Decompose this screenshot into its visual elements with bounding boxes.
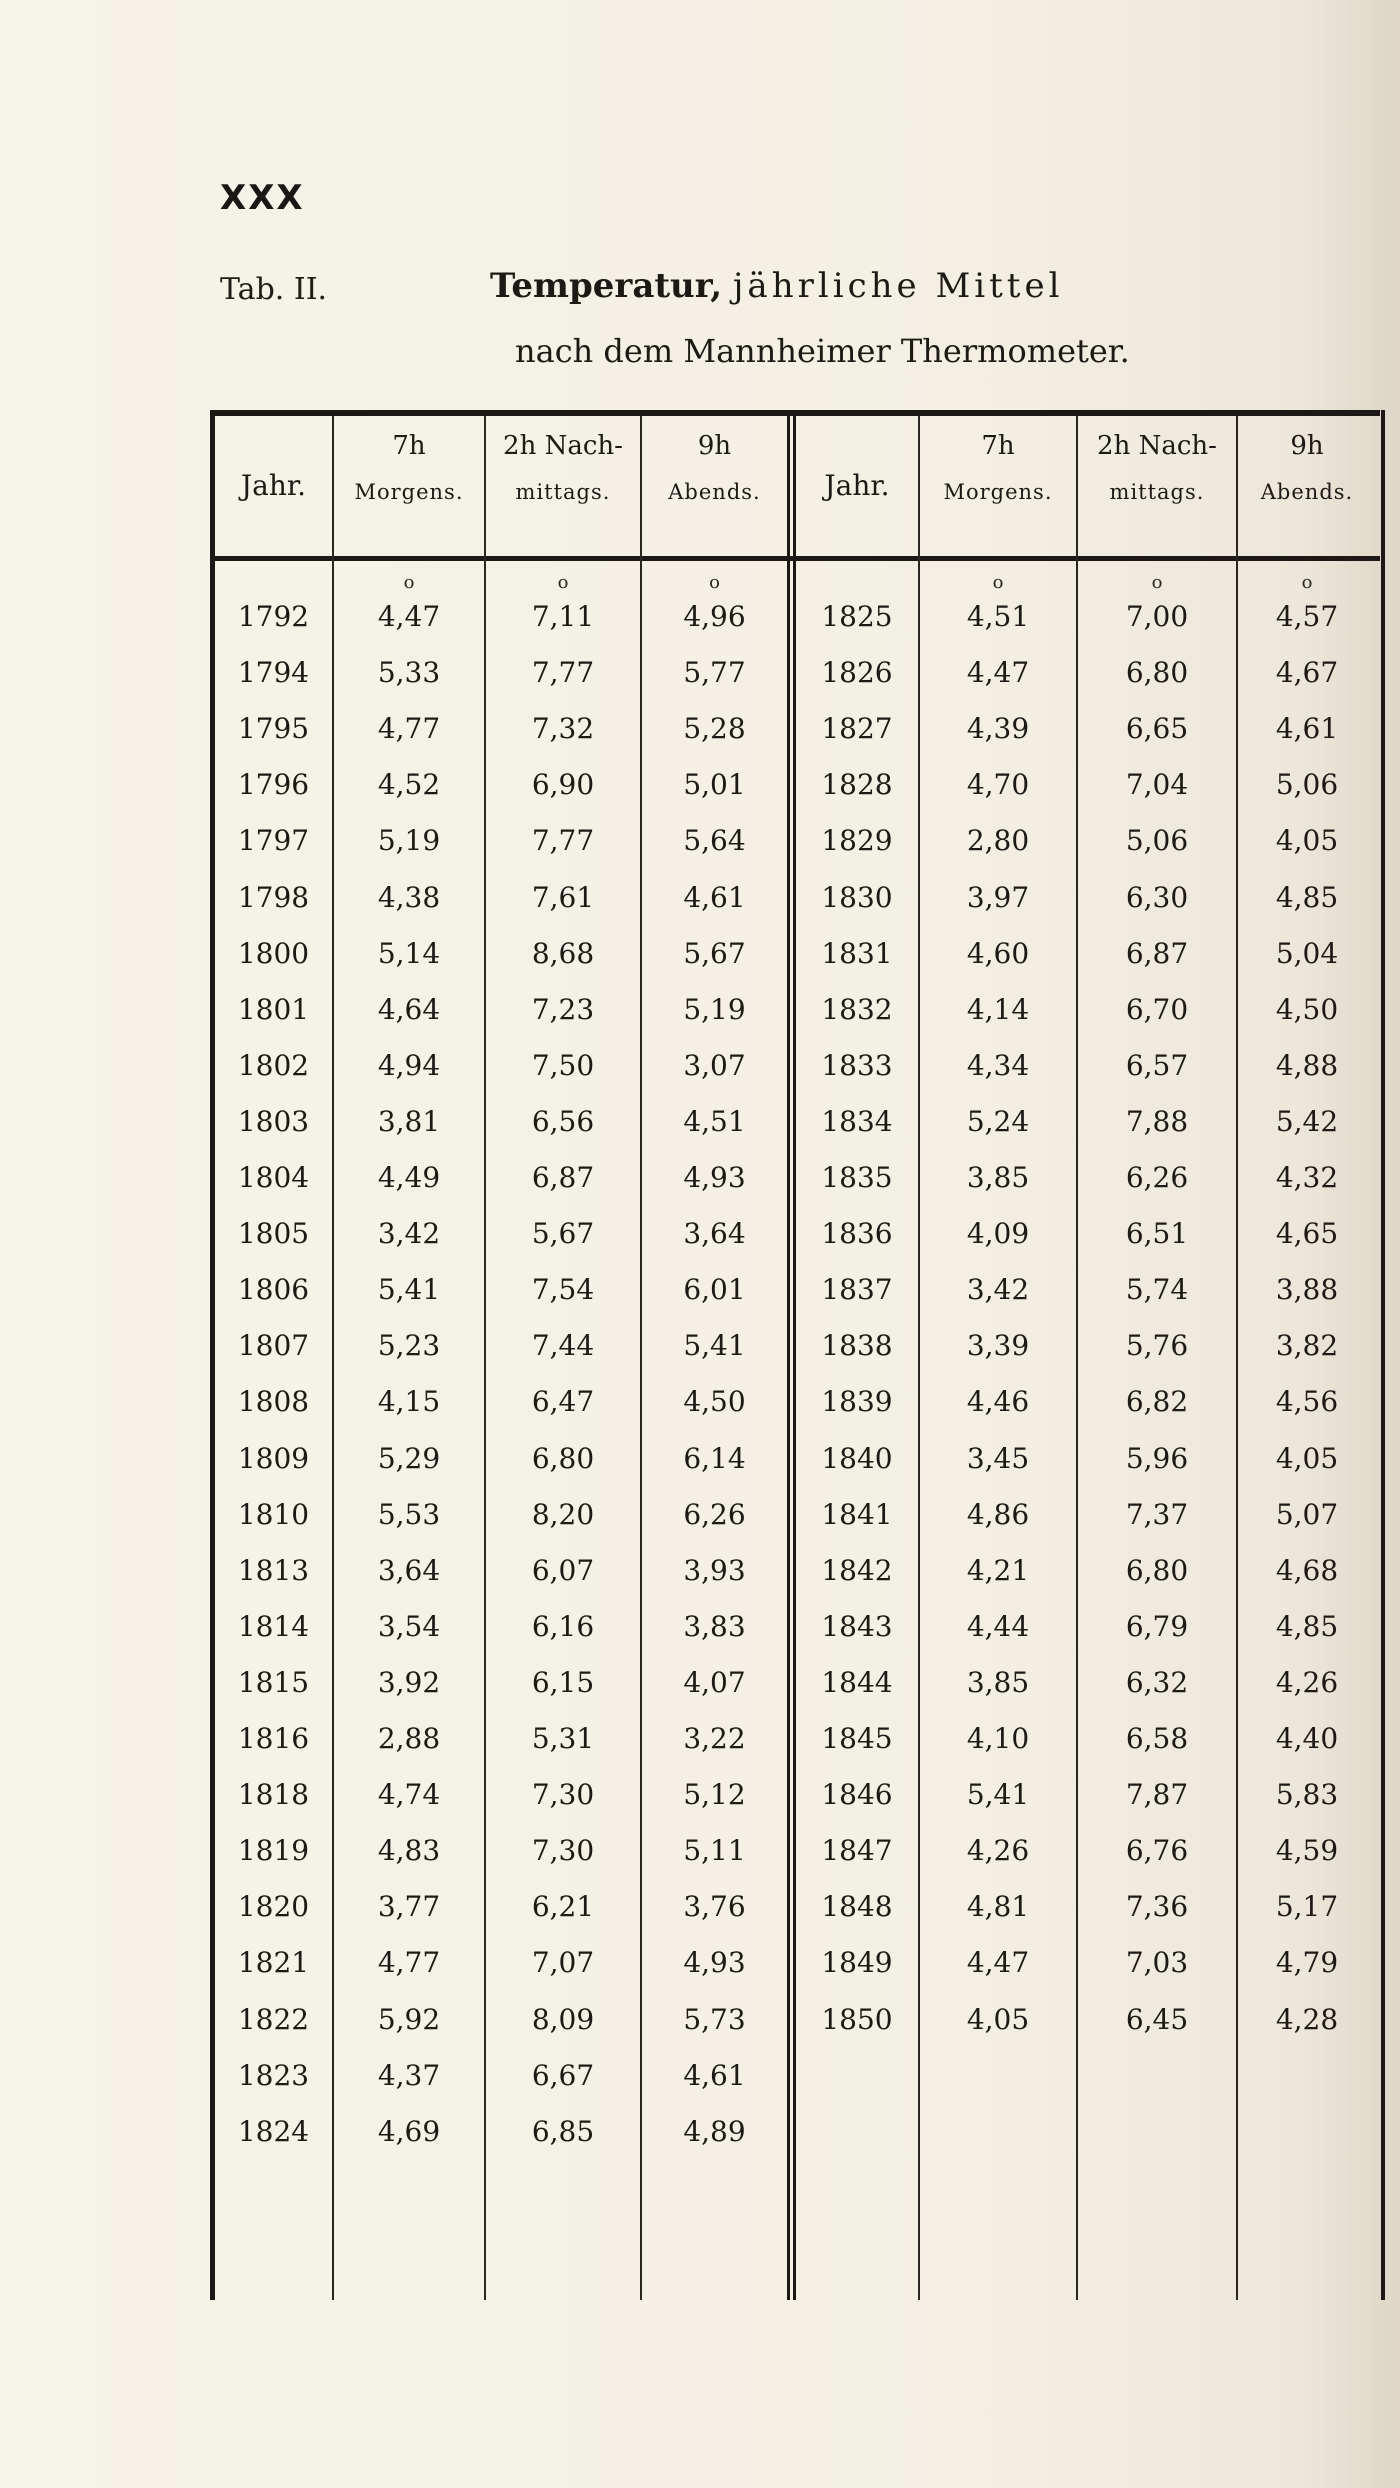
cell-year: 1795 (237, 712, 310, 746)
cell-morning-7h: 5,14 (377, 936, 441, 970)
cell-afternoon-2h: 6,79 (1125, 1609, 1189, 1643)
cell-morning-7h: 3,81 (377, 1104, 441, 1138)
cell-morning-7h: 4,81 (966, 1890, 1030, 1924)
cell-evening-9h: 5,04 (1275, 936, 1339, 970)
cell-evening-9h: 4,28 (1275, 2002, 1339, 2036)
cell-evening-9h: 5,11 (683, 1834, 746, 1868)
cell-morning-7h: 4,69 (377, 2114, 441, 2148)
cell-afternoon-2h: 6,80 (531, 1441, 595, 1475)
degree-mark: o (557, 572, 569, 593)
cell-morning-7h: 3,42 (966, 1273, 1030, 1307)
cell-year: 1828 (821, 768, 893, 802)
cell-afternoon-2h: 7,30 (531, 1778, 595, 1812)
cell-year: 1835 (821, 1161, 893, 1194)
cell-evening-9h: 4,65 (1275, 1217, 1339, 1251)
cell-evening-9h: 4,93 (683, 1161, 746, 1194)
cell-afternoon-2h: 5,74 (1125, 1273, 1189, 1307)
cell-afternoon-2h: 6,21 (531, 1890, 595, 1924)
cell-morning-7h: 4,70 (966, 768, 1030, 802)
cell-morning-7h: 5,41 (966, 1778, 1030, 1812)
cell-evening-9h: 4,61 (683, 2058, 746, 2092)
cell-evening-9h: 3,83 (683, 1609, 746, 1643)
header-9h-left (642, 430, 787, 508)
cell-year: 1843 (821, 1609, 893, 1643)
cell-evening-9h: 4,07 (683, 1665, 746, 1699)
cell-afternoon-2h: 6,85 (531, 2114, 595, 2148)
cell-year: 1836 (821, 1217, 893, 1251)
cell-morning-7h: 4,60 (966, 936, 1030, 970)
cell-year: 1803 (237, 1104, 310, 1138)
degree-mark: o (992, 572, 1004, 593)
cell-evening-9h: 4,85 (1275, 880, 1339, 914)
cell-year: 1807 (237, 1329, 310, 1363)
cell-evening-9h: 6,26 (683, 1497, 746, 1531)
cell-morning-7h: 4,77 (377, 1946, 441, 1980)
cell-evening-9h: 4,57 (1275, 600, 1339, 633)
header-7h-left (334, 430, 484, 508)
cell-year: 1844 (821, 1665, 893, 1699)
cell-year: 1846 (821, 1778, 893, 1812)
cell-year: 1800 (237, 936, 310, 970)
cell-evening-9h: 5,83 (1275, 1778, 1339, 1812)
cell-afternoon-2h: 7,50 (531, 1048, 595, 1082)
cell-morning-7h: 5,29 (377, 1441, 441, 1475)
cell-year: 1848 (821, 1890, 893, 1924)
cell-evening-9h: 4,51 (683, 1104, 746, 1138)
cell-year: 1831 (821, 936, 893, 970)
cell-afternoon-2h: 5,06 (1125, 824, 1189, 858)
cell-year: 1814 (237, 1609, 310, 1643)
header-2h-bottom: mittags. (1109, 480, 1205, 504)
cell-morning-7h: 4,15 (377, 1385, 441, 1419)
cell-evening-9h: 4,85 (1275, 1609, 1339, 1643)
cell-afternoon-2h: 6,90 (531, 768, 595, 802)
cell-afternoon-2h: 7,37 (1125, 1497, 1189, 1531)
cell-morning-7h: 4,26 (966, 1834, 1030, 1868)
cell-evening-9h: 6,14 (683, 1441, 746, 1475)
cell-year: 1801 (237, 992, 310, 1026)
cell-year: 1847 (821, 1834, 893, 1868)
cell-afternoon-2h: 6,51 (1125, 1217, 1189, 1251)
cell-afternoon-2h: 6,45 (1125, 2002, 1189, 2036)
table-label: Tab. II. (220, 272, 328, 307)
cell-year: 1819 (237, 1834, 310, 1868)
cell-evening-9h: 5,28 (683, 712, 746, 746)
cell-year: 1797 (237, 824, 310, 858)
cell-morning-7h: 4,64 (377, 992, 441, 1026)
cell-afternoon-2h: 6,07 (531, 1553, 595, 1587)
cell-afternoon-2h: 7,77 (531, 656, 595, 690)
cell-morning-7h: 3,92 (377, 1665, 441, 1699)
degree-mark: o (1301, 572, 1313, 593)
cell-afternoon-2h: 6,67 (531, 2058, 595, 2092)
cell-afternoon-2h: 7,04 (1125, 768, 1189, 802)
cell-year: 1839 (821, 1385, 893, 1419)
cell-year: 1830 (821, 880, 893, 914)
column-divider-center (787, 416, 790, 2300)
cell-morning-7h: 3,64 (377, 1553, 441, 1587)
cell-year: 1796 (237, 768, 310, 802)
cell-evening-9h: 5,67 (683, 936, 746, 970)
table-title (490, 266, 1063, 306)
cell-year: 1823 (237, 2058, 310, 2092)
cell-morning-7h: 4,47 (966, 1946, 1030, 1980)
cell-evening-9h: 5,12 (683, 1778, 746, 1812)
cell-morning-7h: 4,47 (966, 656, 1030, 690)
cell-evening-9h: 3,93 (683, 1553, 746, 1587)
header-7h-right (920, 430, 1076, 508)
cell-morning-7h: 4,38 (377, 880, 441, 914)
cell-morning-7h: 4,10 (966, 1722, 1030, 1755)
cell-morning-7h: 3,45 (966, 1441, 1030, 1475)
cell-evening-9h: 5,01 (683, 768, 746, 802)
cell-evening-9h: 4,61 (1275, 712, 1339, 746)
header-7h-top: 7h (392, 431, 426, 461)
header-9h-top: 9h (1290, 431, 1324, 461)
cell-evening-9h: 4,50 (1275, 992, 1339, 1026)
cell-afternoon-2h: 8,20 (531, 1497, 595, 1531)
cell-evening-9h: 4,88 (1275, 1048, 1339, 1082)
cell-evening-9h: 4,89 (683, 2114, 746, 2148)
cell-afternoon-2h: 6,30 (1125, 880, 1189, 914)
cell-evening-9h: 4,61 (683, 880, 746, 914)
title-rest: jährliche Mittel (732, 266, 1064, 306)
cell-year: 1818 (237, 1778, 310, 1812)
cell-afternoon-2h: 6,82 (1125, 1385, 1189, 1419)
cell-year: 1804 (237, 1161, 310, 1194)
cell-morning-7h: 5,24 (966, 1104, 1030, 1138)
cell-afternoon-2h: 7,61 (531, 880, 595, 914)
cell-afternoon-2h: 5,67 (531, 1217, 595, 1251)
cell-year: 1838 (821, 1329, 893, 1363)
cell-afternoon-2h: 7,30 (531, 1834, 595, 1868)
header-7h-top: 7h (981, 431, 1015, 461)
cell-afternoon-2h: 6,58 (1125, 1722, 1189, 1755)
cell-morning-7h: 4,94 (377, 1048, 441, 1082)
cell-morning-7h: 4,47 (377, 600, 441, 633)
header-9h-bottom: Abends. (668, 480, 761, 504)
cell-afternoon-2h: 7,44 (531, 1329, 595, 1363)
cell-afternoon-2h: 6,32 (1125, 1665, 1189, 1699)
cell-evening-9h: 3,88 (1275, 1273, 1339, 1307)
degree-mark: o (1151, 572, 1163, 593)
cell-year: 1798 (237, 880, 310, 914)
cell-afternoon-2h: 6,70 (1125, 992, 1189, 1026)
cell-morning-7h: 5,92 (377, 2002, 441, 2036)
cell-morning-7h: 4,77 (377, 712, 441, 746)
cell-year: 1845 (821, 1722, 893, 1755)
cell-morning-7h: 5,41 (377, 1273, 441, 1307)
cell-year: 1808 (237, 1385, 310, 1419)
cell-afternoon-2h: 7,11 (531, 600, 595, 633)
cell-morning-7h: 4,51 (966, 600, 1030, 633)
cell-year: 1834 (821, 1104, 893, 1138)
cell-year: 1829 (821, 824, 893, 858)
cell-morning-7h: 4,83 (377, 1834, 441, 1868)
cell-evening-9h: 4,40 (1275, 1722, 1339, 1755)
cell-year: 1806 (237, 1273, 310, 1307)
cell-year: 1842 (821, 1553, 893, 1587)
cell-afternoon-2h: 7,88 (1125, 1104, 1189, 1138)
cell-evening-9h: 5,17 (1275, 1890, 1339, 1924)
cell-evening-9h: 4,96 (683, 600, 746, 633)
cell-afternoon-2h: 5,31 (531, 1722, 595, 1755)
cell-year: 1820 (237, 1890, 310, 1924)
header-jahr-left: Jahr. (240, 469, 307, 502)
cell-afternoon-2h: 7,54 (531, 1273, 595, 1307)
cell-afternoon-2h: 7,03 (1125, 1946, 1189, 1980)
cell-morning-7h: 4,74 (377, 1778, 441, 1812)
cell-afternoon-2h: 7,07 (531, 1946, 595, 1980)
cell-year: 1826 (821, 656, 893, 690)
cell-evening-9h: 4,56 (1275, 1385, 1339, 1419)
header-9h-top: 9h (697, 431, 732, 461)
cell-evening-9h: 4,05 (1275, 824, 1339, 858)
cell-afternoon-2h: 5,96 (1125, 1441, 1189, 1475)
cell-evening-9h: 3,76 (683, 1890, 746, 1924)
cell-year: 1825 (821, 600, 893, 633)
cell-afternoon-2h: 6,15 (531, 1665, 595, 1699)
cell-afternoon-2h: 6,76 (1125, 1834, 1189, 1868)
cell-afternoon-2h: 6,16 (531, 1609, 595, 1643)
header-7h-bottom: Morgens. (354, 480, 464, 504)
table-subtitle: nach dem Mannheimer Thermometer. (515, 332, 1130, 370)
cell-evening-9h: 5,42 (1275, 1104, 1339, 1138)
cell-afternoon-2h: 6,87 (531, 1161, 595, 1194)
cell-morning-7h: 3,77 (377, 1890, 441, 1924)
cell-afternoon-2h: 8,68 (531, 936, 595, 970)
degree-mark: o (403, 572, 415, 593)
cell-evening-9h: 5,06 (1275, 768, 1339, 802)
cell-evening-9h: 4,79 (1275, 1946, 1339, 1980)
cell-year: 1792 (237, 600, 310, 633)
cell-year: 1840 (821, 1441, 893, 1475)
cell-evening-9h: 4,59 (1275, 1834, 1339, 1868)
cell-afternoon-2h: 7,87 (1125, 1778, 1189, 1812)
cell-afternoon-2h: 7,32 (531, 712, 595, 746)
cell-morning-7h: 3,85 (966, 1665, 1030, 1699)
cell-year: 1816 (237, 1722, 310, 1755)
header-9h-right (1238, 430, 1376, 508)
cell-evening-9h: 5,07 (1275, 1497, 1339, 1531)
cell-morning-7h: 3,54 (377, 1609, 441, 1643)
cell-morning-7h: 4,21 (966, 1553, 1030, 1587)
degree-mark: o (709, 572, 720, 593)
cell-evening-9h: 4,67 (1275, 656, 1339, 690)
cell-morning-7h: 3,85 (966, 1161, 1030, 1194)
cell-morning-7h: 4,39 (966, 712, 1030, 746)
cell-afternoon-2h: 6,80 (1125, 1553, 1189, 1587)
cell-year: 1805 (237, 1217, 310, 1251)
cell-morning-7h: 4,86 (966, 1497, 1030, 1531)
cell-afternoon-2h: 8,09 (531, 2002, 595, 2036)
cell-evening-9h: 6,01 (683, 1273, 746, 1307)
header-2h-bottom: mittags. (515, 480, 611, 504)
cell-afternoon-2h: 6,57 (1125, 1048, 1189, 1082)
cell-morning-7h: 2,80 (966, 824, 1030, 858)
header-2h-top: 2h Nach- (503, 431, 623, 461)
title-bold: Temperatur, (490, 266, 723, 306)
cell-afternoon-2h: 6,26 (1125, 1161, 1189, 1194)
cell-evening-9h: 5,19 (683, 992, 746, 1026)
header-2h-right (1078, 430, 1236, 508)
cell-evening-9h: 4,32 (1275, 1161, 1339, 1194)
cell-morning-7h: 4,44 (966, 1609, 1030, 1643)
cell-morning-7h: 4,37 (377, 2058, 441, 2092)
cell-evening-9h: 3,07 (683, 1048, 746, 1082)
cell-morning-7h: 4,05 (966, 2002, 1030, 2036)
cell-morning-7h: 4,46 (966, 1385, 1030, 1419)
cell-morning-7h: 4,09 (966, 1217, 1030, 1251)
cell-evening-9h: 4,05 (1275, 1441, 1339, 1475)
header-jahr-right: Jahr. (824, 469, 890, 502)
cell-morning-7h: 3,39 (966, 1329, 1030, 1363)
cell-year: 1821 (237, 1946, 310, 1980)
cell-afternoon-2h: 7,23 (531, 992, 595, 1026)
cell-year: 1813 (237, 1553, 310, 1587)
cell-year: 1827 (821, 712, 893, 746)
cell-morning-7h: 4,14 (966, 992, 1030, 1026)
cell-afternoon-2h: 6,87 (1125, 936, 1189, 970)
cell-afternoon-2h: 6,80 (1125, 656, 1189, 690)
cell-morning-7h: 4,52 (377, 768, 441, 802)
cell-evening-9h: 4,93 (683, 1946, 746, 1980)
cell-year: 1802 (237, 1048, 310, 1082)
header-7h-bottom: Morgens. (943, 480, 1053, 504)
cell-year: 1849 (821, 1946, 893, 1980)
cell-year: 1822 (237, 2002, 310, 2036)
cell-year: 1837 (821, 1273, 893, 1307)
cell-year: 1850 (821, 2002, 893, 2036)
cell-morning-7h: 3,42 (377, 1217, 441, 1251)
cell-evening-9h: 5,77 (683, 656, 746, 690)
cell-year: 1809 (237, 1441, 310, 1475)
cell-evening-9h: 4,50 (683, 1385, 746, 1419)
cell-evening-9h: 5,73 (683, 2002, 746, 2036)
cell-morning-7h: 3,97 (966, 880, 1030, 914)
header-2h-top: 2h Nach- (1097, 431, 1217, 461)
cell-morning-7h: 5,23 (377, 1329, 441, 1363)
header-2h-left (486, 430, 640, 508)
cell-evening-9h: 5,64 (683, 824, 746, 858)
cell-year: 1832 (821, 992, 893, 1026)
cell-evening-9h: 5,41 (683, 1329, 746, 1363)
cell-year: 1794 (237, 656, 310, 690)
cell-year: 1841 (821, 1497, 893, 1531)
cell-afternoon-2h: 7,77 (531, 824, 595, 858)
cell-evening-9h: 3,22 (683, 1722, 746, 1755)
cell-evening-9h: 4,26 (1275, 1665, 1339, 1699)
cell-evening-9h: 4,68 (1275, 1553, 1339, 1587)
cell-morning-7h: 4,34 (966, 1048, 1030, 1082)
cell-year: 1824 (237, 2114, 310, 2148)
cell-year: 1833 (821, 1048, 893, 1082)
cell-morning-7h: 2,88 (377, 1722, 441, 1755)
cell-morning-7h: 5,33 (377, 656, 441, 690)
cell-evening-9h: 3,82 (1275, 1329, 1339, 1363)
cell-year: 1815 (237, 1665, 310, 1699)
page-number: XXX (220, 178, 305, 218)
cell-afternoon-2h: 7,00 (1125, 600, 1189, 633)
cell-afternoon-2h: 6,56 (531, 1104, 595, 1138)
cell-afternoon-2h: 6,65 (1125, 712, 1189, 746)
cell-afternoon-2h: 7,36 (1125, 1890, 1189, 1924)
cell-morning-7h: 5,53 (377, 1497, 441, 1531)
cell-afternoon-2h: 6,47 (531, 1385, 595, 1419)
header-9h-bottom: Abends. (1260, 480, 1354, 504)
cell-evening-9h: 3,64 (683, 1217, 746, 1251)
cell-year: 1810 (237, 1497, 310, 1531)
cell-morning-7h: 5,19 (377, 824, 441, 858)
cell-morning-7h: 4,49 (377, 1161, 441, 1194)
cell-afternoon-2h: 5,76 (1125, 1329, 1189, 1363)
